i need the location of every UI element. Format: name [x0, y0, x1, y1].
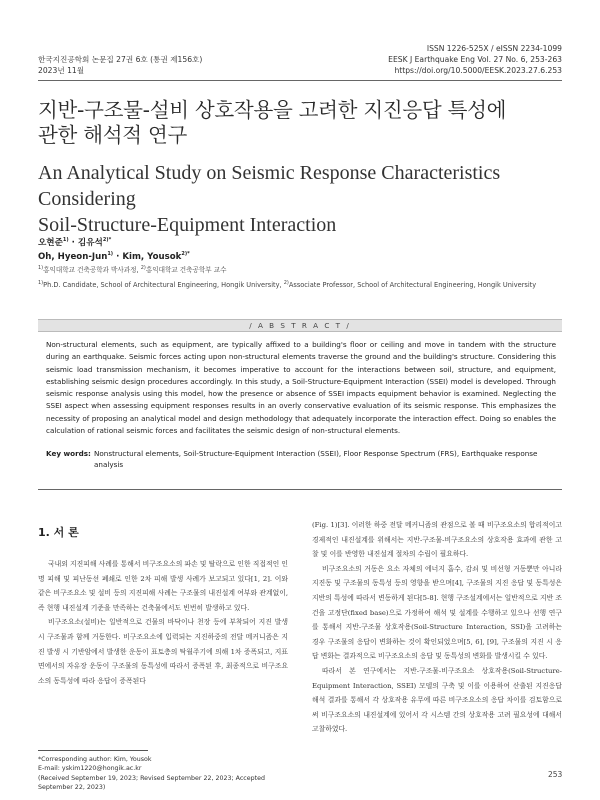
right-paragraph-1: (Fig. 1)[3]. 이러한 하중 전달 메커니즘의 관점으로 볼 때 비구조요소의 합리적이고 경제적인 내진설계를 위해서는 지반-구조물-비구조요소의 상호작용 효과에 관한 고찰 및 이를 반영한 내진설계 절차의 수립이 필요하다.	[312, 521, 562, 559]
abstract-bottom-rule	[38, 489, 562, 490]
keywords-label: Key words:	[46, 449, 91, 458]
aff-2-ko-sup: 2)	[140, 264, 146, 271]
title-korean	[38, 98, 568, 148]
aff-2-en-sup: 2)	[283, 279, 289, 286]
title-korean-line1: 지반-구조물-설비 상호작용을 고려한 지진응답 특성에	[38, 98, 507, 122]
author-1-ko-sup: 1)	[62, 237, 69, 244]
left-paragraph-1: 국내외 지진피해 사례를 통해서 비구조요소의 파손 및 탈락으로 인한 직접적인 인명 피해 및 피난동선 폐쇄로 인한 2차 피해 발생 사례가 보고되고 있다[1, 2]. 이와 같은 비구조요소 및 설비 등의 지진피해 사례는 구조물의 내진설계 여부와 관계없이, 즉 현행 내진설계 기준을 만족하는 건축물에서도 빈번히 발생하고 있다.	[38, 560, 288, 612]
author-separator-en: ·	[113, 252, 123, 262]
aff-2-ko: 홍익대학교 건축공학부 교수	[145, 266, 227, 274]
submission-dates: (Received September 19, 2023; Revised September 22, 2023; Accepted September 22, 2023)	[38, 774, 265, 791]
affiliation-english	[38, 280, 562, 290]
abstract-text: Non-structural elements, such as equipment, are typically affixed to a building's floor or ceiling and move in tandem with the structure during an earthquake. Seismic forces acting upon non-structural elements traverse the ground and the building's structure. Considering this seismic load transmission mechanism, it becomes imperative to account for the interactions between soil, structure, and equipment, establishing seismic design procedures accordingly. In this study, a Soil-Structure-Equipment Interaction (SSEI) model is developed. Through seismic response analysis using this model, how the presence or absence of SSEI impacts equipment behavior is examined. Neglecting the SSEI aspect when assessing equipment responses results in an overly conservative evaluation of its seismic response. This emphasizes the necessity of proposing an analytical model and design methodology that adequately incorporate the interaction effect. Doing so enables the calculation of rational seismic forces and facilitates the seismic design of non-structural elements.	[46, 340, 556, 436]
author-1-en: Oh, Hyeon-Jun	[38, 252, 108, 262]
aff-1-en: Ph.D. Candidate, School of Architectural Engineering, Hongik University,	[43, 281, 284, 289]
journal-info-en	[388, 43, 562, 76]
abstract-heading-bar	[38, 319, 562, 332]
authors-korean	[38, 236, 111, 248]
corresponding-author	[38, 755, 288, 764]
title-english	[38, 160, 568, 238]
author-2-en: Kim, Yousok	[122, 252, 182, 262]
title-english-line2: Soil-Structure-Equipment Interaction	[38, 214, 337, 236]
author-1-en-sup: 1)	[107, 251, 114, 258]
right-column	[312, 518, 562, 737]
footnote	[38, 755, 288, 792]
author-email[interactable]: E-mail: yskim1220@hongik.ac.kr	[38, 765, 142, 773]
journal-name-en: EESK J Earthquake Eng Vol. 27 No. 6, 253-263	[388, 55, 562, 64]
author-2-en-sup: 2)*	[181, 251, 190, 258]
author-1-ko: 오현준	[38, 238, 63, 248]
aff-2-en: Associate Professor, School of Architectural Engineering, Hongik University	[288, 281, 537, 289]
author-separator: ·	[68, 238, 78, 248]
title-english-line1: An Analytical Study on Seismic Response Characteristics Considering	[38, 162, 501, 210]
doi-link[interactable]: https://doi.org/10.5000/EESK.2023.27.6.253	[394, 66, 562, 75]
corresponding-name: Kim, Yousok	[111, 756, 152, 763]
header-rule	[38, 80, 562, 81]
issn: ISSN 1226-525X / eISSN 2234-1099	[426, 44, 562, 53]
aff-1-ko-sup: 1)	[38, 264, 44, 271]
journal-info-ko	[38, 54, 202, 76]
page-number: 253	[548, 770, 563, 779]
right-paragraph-3: 따라서 본 연구에서는 지반-구조물-비구조요소 상호작용(Soil-Structure-Equipment Interaction, SSEI) 모델의 구축 및 이를 이용하여 산출된 지진응답해석 결과를 통해서 각 상호작용 유무에 따른 비구조요소의 응답 차이를 검토함으로써 비구조요소의 내진설계에 있어서 각 시스템 간의 상호작용 고려 필요성에 대해서 고찰하였다.	[312, 666, 562, 734]
author-2-ko: 김유석	[77, 238, 103, 248]
aff-1-en-sup: 1)	[38, 279, 44, 286]
affiliation-korean	[38, 265, 562, 275]
title-korean-line2: 관한 해석적 연구	[38, 123, 187, 147]
aff-1-ko: 홍익대학교 건축공학과 박사과정,	[43, 266, 141, 274]
left-column	[38, 557, 288, 688]
right-paragraph-2: 비구조요소의 거동은 요소 자체의 에너지 흡수, 감쇠 및 비선형 거동뿐만 아니라 지진동 및 구조물의 동특성 등의 영향을 받으며[4], 구조물의 지진 응답 및 동특성은 지반의 특성에 따라서 변동하게 된다[5-8]. 현행 구조설계에서는 일반적으로 지반 조건을 고정단(fixed base)으로 가정하여 해석 및 설계를 수행하고 있으나 선행 연구를 통해서 지반-구조물 상호작용(Soil-Structure Interaction, SSI)을 고려하는 경우 구조물의 응답이 변화하는 것이 확인되었으며[5, 6], [9], 구조물의 지진 시 응답 변화는 결과적으로 비구조요소의 응답 및 동특성의 변화를 발생시킬 수 있다.	[312, 564, 562, 661]
section-heading: 1. 서 론	[38, 526, 79, 539]
abstract-heading: / A B S T R A C T /	[249, 321, 351, 330]
left-paragraph-2: 비구조요소(설비)는 일반적으로 건물의 바닥이나 천장 등에 부착되어 지진 발생 시 구조물과 함께 거동한다. 비구조요소에 입력되는 지진하중의 전달 메커니즘은 지진 발생 시 기반암에서 발생한 운동이 표토층의 탁월주기에 의해 1차 증폭되고, 지표면에서의 자유장 운동이 구조물의 동특성에 따라서 증폭된 후, 최종적으로 비구조요소의 동특성에 따라 응답이 증폭된다	[38, 618, 288, 685]
journal-name-ko: 한국지진공학회 논문집 27권 6호 (통권 제156호)	[38, 55, 203, 64]
author-2-ko-sup: 2)*	[102, 237, 112, 244]
issue-date-ko: 2023년 11월	[38, 66, 85, 75]
footnote-rule	[38, 750, 148, 751]
corresponding-label: *Corresponding author:	[38, 756, 112, 763]
authors-english	[38, 252, 190, 262]
keywords-text: Nonstructural elements, Soil-Structure-Equipment Interaction (SSEI), Floor Response Spectrum (FRS), Earthquake response analysis	[94, 449, 538, 469]
